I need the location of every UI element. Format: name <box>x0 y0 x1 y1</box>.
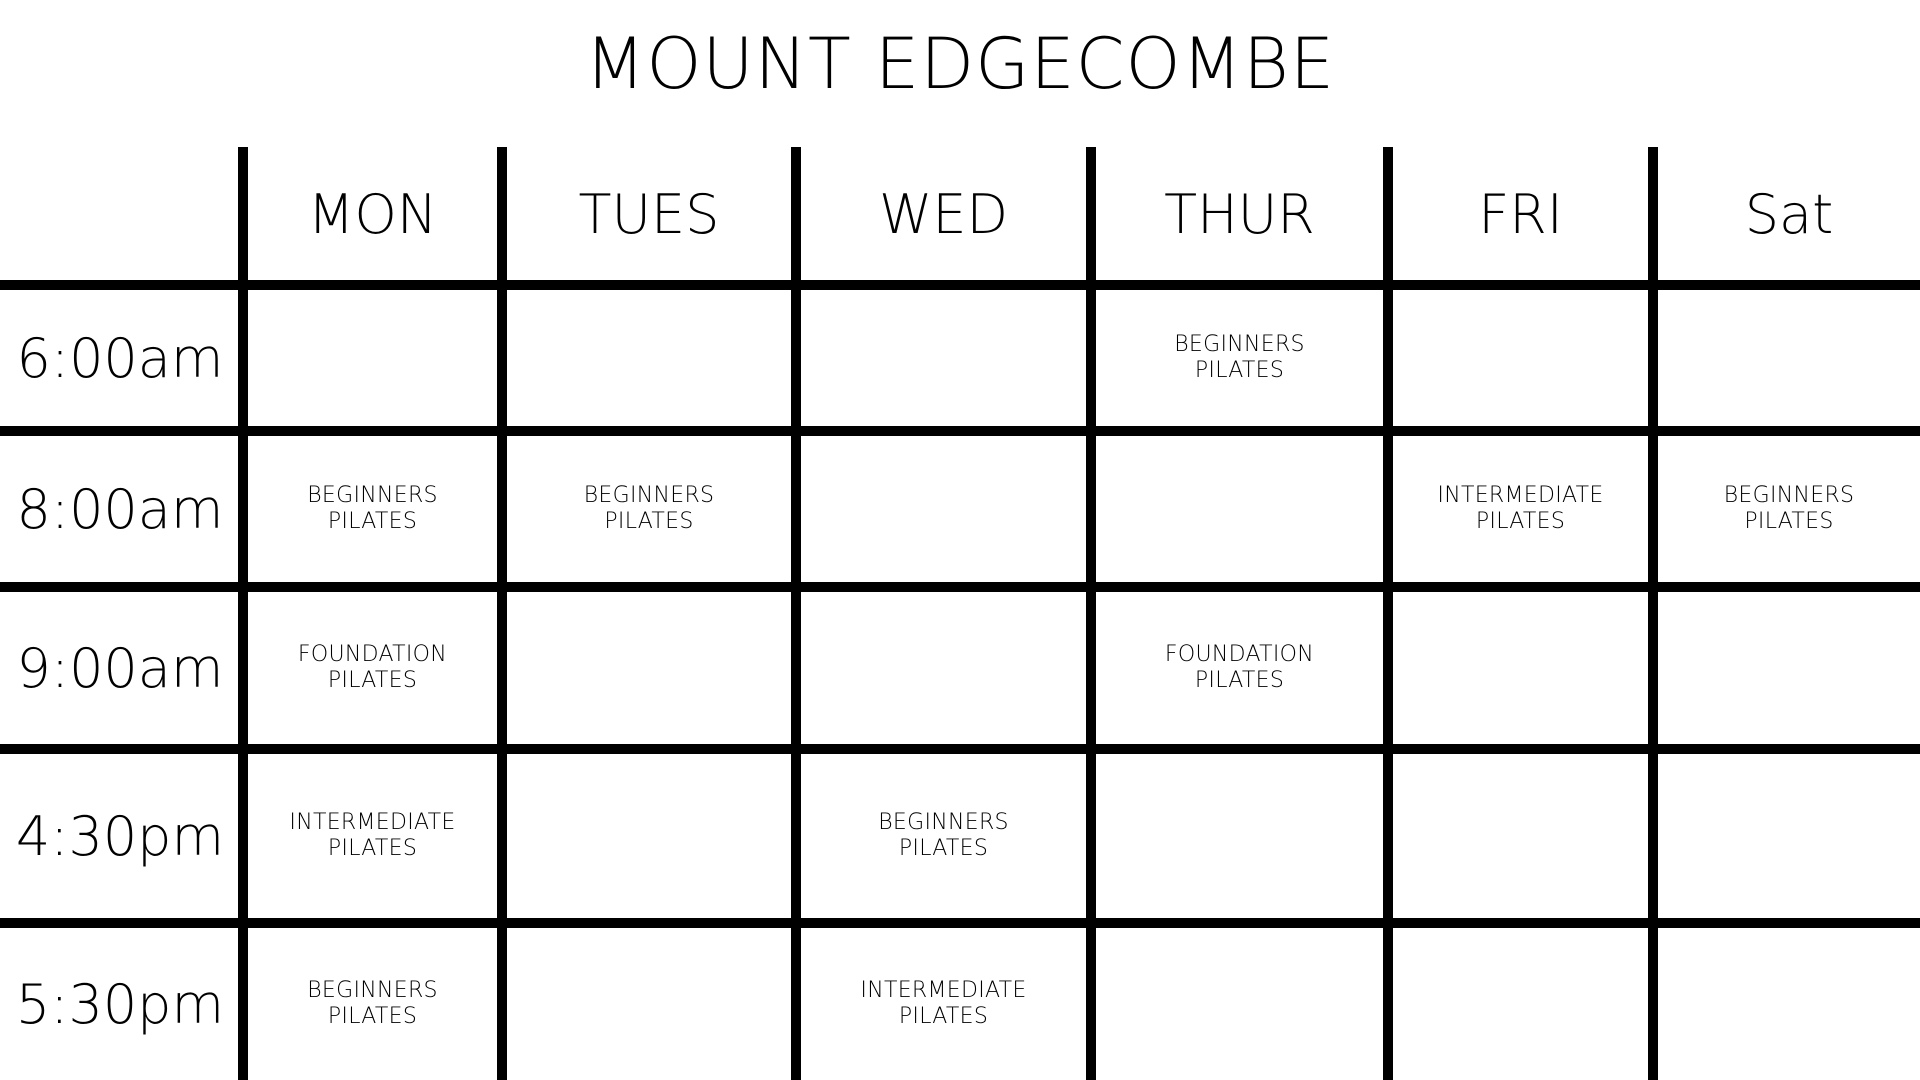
row-divider <box>0 426 1920 436</box>
class-entry <box>1393 436 1648 582</box>
time-label: 9:00am <box>16 636 224 700</box>
class-entry <box>801 754 1086 918</box>
class-entry-text: PILATES <box>1194 358 1285 383</box>
class-entry <box>801 928 1086 1080</box>
class-entry <box>1658 436 1920 582</box>
class-entry <box>1096 290 1383 426</box>
day-header: Sat <box>1744 183 1834 246</box>
class-entry-text: PILATES <box>604 509 694 534</box>
class-entry-text: PILATES <box>898 1004 989 1029</box>
class-entry <box>248 928 497 1080</box>
time-label: 8:00am <box>16 477 224 541</box>
class-entry-text: PILATES <box>1744 509 1834 534</box>
row-divider <box>0 744 1920 754</box>
class-entry-text: BEGINNERS <box>878 810 1009 835</box>
time-label: 4:30pm <box>15 804 225 868</box>
day-header: TUES <box>578 183 720 246</box>
row-divider <box>0 918 1920 928</box>
class-entry-text: PILATES <box>898 836 989 861</box>
class-entry <box>507 436 791 582</box>
class-entry <box>1096 592 1383 744</box>
day-header: WED <box>878 183 1009 246</box>
class-entry <box>248 436 497 582</box>
class-entry-text: PILATES <box>1475 509 1566 534</box>
class-entry-text: BEGINNERS <box>1723 483 1855 508</box>
class-entry <box>248 754 497 918</box>
day-header: FRI <box>1478 183 1563 246</box>
class-entry-text: PILATES <box>327 836 418 861</box>
page-title: MOUNT EDGECOMBE <box>584 23 1336 105</box>
class-entry-text: PILATES <box>327 509 418 534</box>
class-entry-text: PILATES <box>1194 668 1285 693</box>
class-entry-text: FOUNDATION <box>297 642 448 667</box>
class-entry <box>248 592 497 744</box>
class-entry-text: PILATES <box>327 1004 418 1029</box>
class-entry-text: BEGINNERS <box>583 483 715 508</box>
class-entry-text: BEGINNERS <box>307 978 438 1003</box>
day-header: MON <box>307 183 438 246</box>
class-entry-text: INTERMEDIATE <box>289 810 456 835</box>
time-label: 6:00am <box>16 326 224 390</box>
time-label: 5:30pm <box>15 972 225 1036</box>
class-entry-text: BEGINNERS <box>307 483 438 508</box>
class-entry-text: INTERMEDIATE <box>1437 483 1604 508</box>
class-entry-text: INTERMEDIATE <box>860 978 1027 1003</box>
class-entry-text: BEGINNERS <box>1174 332 1305 357</box>
class-entry-text: FOUNDATION <box>1164 642 1315 667</box>
day-header: THUR <box>1164 183 1315 246</box>
class-entry-text: PILATES <box>327 668 418 693</box>
row-divider <box>0 582 1920 592</box>
